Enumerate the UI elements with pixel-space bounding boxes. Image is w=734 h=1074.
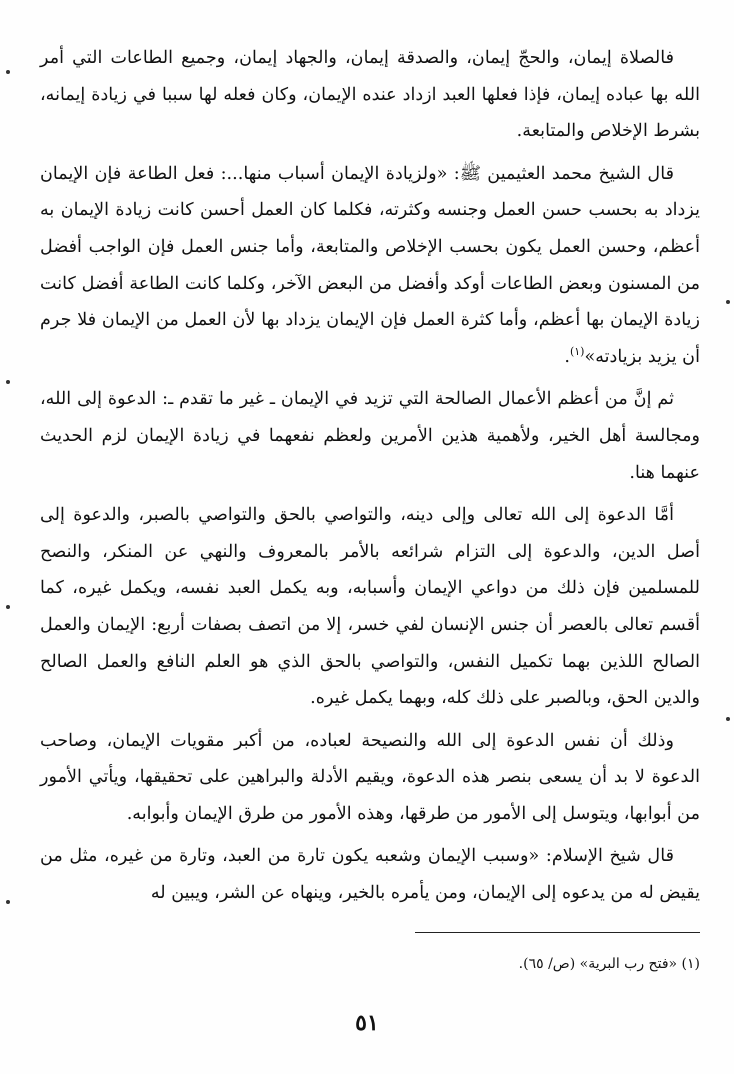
paragraph-3: ثم إنَّ من أعظم الأعمال الصالحة التي تزيد في الإيمان ـ غير ما تقدم ـ: الدعوة إلى الله، ومجالسة أهل الخير، ولأهمية هذين الأمرين ولعظم نفعهما في زيادة الإيمان لزم الحديث عنهما هنا. [40, 389, 700, 483]
footnote: (١) «فتح رب البرية» (ص/ ٦٥). [518, 956, 700, 972]
footnote-reference: (١) [569, 344, 585, 358]
body-text [40, 40, 700, 912]
paragraph-2-text: قال الشيخ محمد العثيمين ﷺ: «ولزيادة الإيمان أسباب منها...: فعل الطاعة فإن الإيمان يزداد به بحسب حسن العمل وجنسه وكثرته، فكلما كان العمل أحسن كانت زيادة الإيمان به أعظم، وحسن العمل يكون بحسب الإخلاص والمتابعة، وأما جنس العمل فإن الواجب أفضل من المسنون وبعض الطاعات أوكد وأفضل من البعض الآخر، وكلما كانت الطاعة أفضل كانت زيادة الإيمان بها أعظم، وأما كثرة العمل فإن الإيمان يزداد بها لأن العمل من الإيمان فلا جرم أن يزيد بزيادته» [40, 163, 700, 367]
paragraph-1: فالصلاة إيمان، والحجّ إيمان، والصدقة إيمان، والجهاد إيمان، وجميع الطاعات التي أمر الله بها عباده إيمان، فإذا فعلها العبد ازداد عنده الإيمان، وكان فعله لها سببا في زيادة إيمانه، بشرط الإخلاص والمتابعة. [40, 48, 700, 142]
page-number: ٥١ [355, 1010, 379, 1036]
scan-mark [6, 900, 10, 904]
scan-mark [6, 380, 10, 384]
scan-mark [6, 70, 10, 74]
scan-mark [726, 300, 730, 304]
paragraph-4: أمَّا الدعوة إلى الله تعالى وإلى دينه، والتواصي بالحق والتواصي بالصبر، والدعوة إلى أصل الدين، والدعوة إلى التزام شرائعه بالأمر بالمعروف والنهي عن المنكر، والنصح للمسلمين فإن ذلك من دواعي الإيمان وأسبابه، وبه يكمل العبد نفسه، ويكمل غيره، كما أقسم تعالى بالعصر أن جنس الإنسان لفي خسر، إلا من اتصف بصفات أربع: الإيمان والعمل الصالح اللذين بهما تكميل النفس، والتواصي بالحق الذي هو العلم النافع والعمل الصالح والدين الحق، وبالصبر على ذلك كله، وبهما يكمل غيره. [40, 505, 700, 709]
paragraph-6: قال شيخ الإسلام: «وسبب الإيمان وشعبه يكون تارة من العبد، وتارة من غيره، مثل من يقيض له من يدعوه إلى الإيمان، ومن يأمره بالخير، وينهاه عن الشر، ويبين له [40, 846, 700, 904]
scan-mark [6, 605, 10, 609]
paragraph-2: قال الشيخ محمد العثيمين ﷺ: «ولزيادة الإيمان أسباب منها...: فعل الطاعة فإن الإيمان يزداد به بحسب حسن العمل وجنسه وكثرته، فكلما كان العمل أحسن كانت زيادة الإيمان به أعظم، وحسن العمل يكون بحسب الإخلاص والمتابعة، وأما جنس العمل فإن الواجب أفضل من المسنون وبعض الطاعات أوكد وأفضل من البعض الآخر، وكلما كانت الطاعة أفضل كانت زيادة الإيمان بها أعظم، وأما كثرة العمل فإن الإيمان يزداد بها لأن العمل من الإيمان فلا جرم أن يزيد بزيادته»$^{(١)}$. [40, 163, 700, 367]
paragraph-5: وذلك أن نفس الدعوة إلى الله والنصيحة لعباده، من أكبر مقويات الإيمان، وصاحب الدعوة لا بد أن يسعى بنصر هذه الدعوة، ويقيم الأدلة والبراهين على تحقيقها، ويأتي الأمور من أبوابها، ويتوسل إلى الأمور من طرقها، وهذه الأمور من طرق الإيمان وأبوابه. [40, 730, 700, 824]
scan-mark [726, 717, 730, 721]
footnote-divider [415, 932, 700, 933]
